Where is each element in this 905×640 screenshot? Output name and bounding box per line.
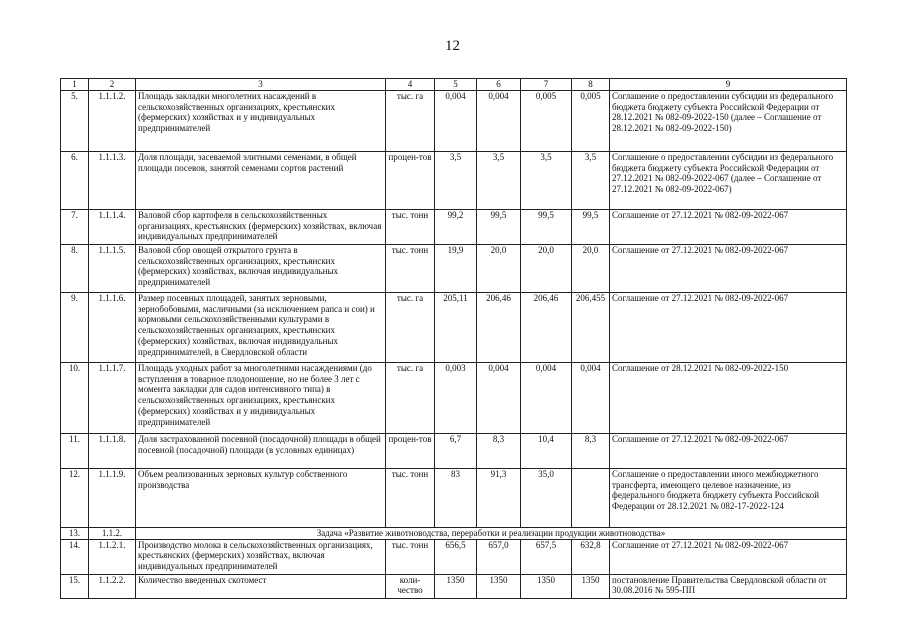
row-code: 1.1.2. [89,527,136,539]
indicator-name: Валовой сбор овощей открытого грунта в сельскохозяйственных организациях, крестьянских (фермерских) хозяйствах, включая индивидуальных предпринимателей [136,244,386,292]
row-number: 8. [61,244,89,292]
value-col8: 99,5 [572,209,610,244]
value-col7: 206,46 [521,292,572,362]
indicator-name: Размер посевных площадей, занятых зерновыми, зернобобовыми, масличными (за исключением рапса и сои) и кормовыми сельскохозяйственными культурами в сельскохозяйственных организациях, крестьянских (фермерских) хозяйствах, включая индивидуальных предпринимателей, в Свердловской области [136,292,386,362]
row-code: 1.1.1.8. [89,433,136,468]
indicator-name: Доля застрахованной посевной (посадочной) площади в общей посевной (посадочной) площади (в условных единицах) [136,433,386,468]
row-number: 12. [61,468,89,527]
value-col8: 8,3 [572,433,610,468]
header-cell: 1 [61,79,89,91]
row-number: 9. [61,292,89,362]
unit: тыс. тонн [386,539,435,574]
value-col6: 0,004 [477,362,521,433]
value-col6: 1350 [477,574,521,598]
value-col5: 19,9 [435,244,477,292]
unit: процен-тов [386,151,435,209]
source: Соглашение о предоставлении иного межбюджетного трансферта, имеющего целевое назначение, из федерального бюджета бюджету субъекта Российской Федерации от 28.12.2021 № 082-17-2022-124 [610,468,847,527]
row-number: 7. [61,209,89,244]
unit: тыс. га [386,292,435,362]
value-col7: 35,0 [521,468,572,527]
value-col7: 657,5 [521,539,572,574]
unit: процен-тов [386,433,435,468]
value-col6: 3,5 [477,151,521,209]
header-cell: 2 [89,79,136,91]
row-code: 1.1.1.6. [89,292,136,362]
value-col8: 1350 [572,574,610,598]
value-col7: 1350 [521,574,572,598]
header-cell: 9 [610,79,847,91]
header-cell: 4 [386,79,435,91]
unit: тыс. тонн [386,209,435,244]
value-col6: 657,0 [477,539,521,574]
value-col7: 99,5 [521,209,572,244]
unit: тыс. тонн [386,244,435,292]
table-row [61,209,847,244]
value-col8: 3,5 [572,151,610,209]
source: Соглашение о предоставлении субсидии из федерального бюджета бюджету субъекта Российской Федерации от 27.12.2021 № 082-09-2022-067 (далее – Соглашение от 27.12.2021 № 082-09-2022-067) [610,151,847,209]
row-code: 1.1.1.7. [89,362,136,433]
header-cell: 7 [521,79,572,91]
value-col8 [572,468,610,527]
source: Соглашение от 27.12.2021 № 082-09-2022-067 [610,433,847,468]
value-col6: 91,3 [477,468,521,527]
unit: тыс. тонн [386,468,435,527]
value-col5: 0,004 [435,90,477,151]
row-code: 1.1.1.9. [89,468,136,527]
row-number: 15. [61,574,89,598]
table-row [61,244,847,292]
table-row [61,362,847,433]
value-col6: 206,46 [477,292,521,362]
indicator-name: Площадь уходных работ за многолетними насаждениями (до вступления в товарное плодоношение, но не более 3 лет с момента закладки для садов интенсивного типа) в сельскохозяйственных организациях, крестьянских (фермерских) хозяйствах и у индивидуальных предпринимателей [136,362,386,433]
value-col7: 10,4 [521,433,572,468]
value-col8: 20,0 [572,244,610,292]
header-cell: 5 [435,79,477,91]
table-row [61,574,847,598]
value-col8: 632,8 [572,539,610,574]
header-row [61,79,847,91]
value-col6: 8,3 [477,433,521,468]
indicator-name: Площадь закладки многолетних насаждений в сельскохозяйственных организациях, крестьянских (фермерских) хозяйствах и у индивидуальных предпринимателей [136,90,386,151]
indicator-name: Валовой сбор картофеля в сельскохозяйственных организациях, крестьянских (фермерских) хозяйствах, включая индивидуальных предпринимателей [136,209,386,244]
table-row [61,90,847,151]
indicator-name: Количество введенных скотомест [136,574,386,598]
indicator-name: Производство молока в сельскохозяйственных организациях, крестьянских (фермерских) хозяйствах, включая индивидуальных предпринимателей [136,539,386,574]
value-col5: 99,2 [435,209,477,244]
unit: тыс. га [386,90,435,151]
table-row [61,468,847,527]
source: Соглашение от 27.12.2021 № 082-09-2022-067 [610,209,847,244]
value-col6: 20,0 [477,244,521,292]
value-col5: 656,5 [435,539,477,574]
table-row [61,151,847,209]
source: Соглашение от 27.12.2021 № 082-09-2022-067 [610,292,847,362]
table-row [61,539,847,574]
row-code: 1.1.2.2. [89,574,136,598]
row-number: 10. [61,362,89,433]
source: Соглашение о предоставлении субсидии из федерального бюджета бюджету субъекта Российской Федерации от 28.12.2021 № 082-09-2022-150 (далее – Соглашение от 28.12.2021 № 082-09-2022-150) [610,90,847,151]
task-row [61,527,847,539]
indicators-table [60,78,847,599]
value-col6: 99,5 [477,209,521,244]
indicator-name: Доля площади, засеваемой элитными семенами, в общей площади посевов, занятой семенами сортов растений [136,151,386,209]
source: Соглашение от 27.12.2021 № 082-09-2022-067 [610,539,847,574]
value-col8: 0,004 [572,362,610,433]
row-number: 11. [61,433,89,468]
task-title: Задача «Развитие животноводства, переработки и реализации продукции животноводства» [136,527,847,539]
header-cell: 6 [477,79,521,91]
row-number: 6. [61,151,89,209]
table-row [61,292,847,362]
header-cell: 8 [572,79,610,91]
value-col7: 3,5 [521,151,572,209]
row-number: 14. [61,539,89,574]
value-col5: 83 [435,468,477,527]
value-col5: 6,7 [435,433,477,468]
table-row [61,433,847,468]
row-number: 5. [61,90,89,151]
value-col6: 0,004 [477,90,521,151]
row-code: 1.1.2.1. [89,539,136,574]
source: Соглашение от 28.12.2021 № 082-09-2022-150 [610,362,847,433]
value-col8: 0,005 [572,90,610,151]
row-code: 1.1.1.4. [89,209,136,244]
unit: коли-чество [386,574,435,598]
value-col5: 3,5 [435,151,477,209]
value-col7: 0,005 [521,90,572,151]
row-code: 1.1.1.3. [89,151,136,209]
value-col5: 0,003 [435,362,477,433]
source: Соглашение от 27.12.2021 № 082-09-2022-067 [610,244,847,292]
value-col8: 206,455 [572,292,610,362]
source: постановление Правительства Свердловской области от 30.08.2016 № 595-ПП [610,574,847,598]
page-number: 12 [445,38,460,54]
value-col5: 1350 [435,574,477,598]
header-cell: 3 [136,79,386,91]
value-col5: 205,11 [435,292,477,362]
value-col7: 20,0 [521,244,572,292]
row-number: 13. [61,527,89,539]
indicator-name: Объем реализованных зерновых культур собственного производства [136,468,386,527]
row-code: 1.1.1.5. [89,244,136,292]
row-code: 1.1.1.2. [89,90,136,151]
unit: тыс. га [386,362,435,433]
value-col7: 0,004 [521,362,572,433]
